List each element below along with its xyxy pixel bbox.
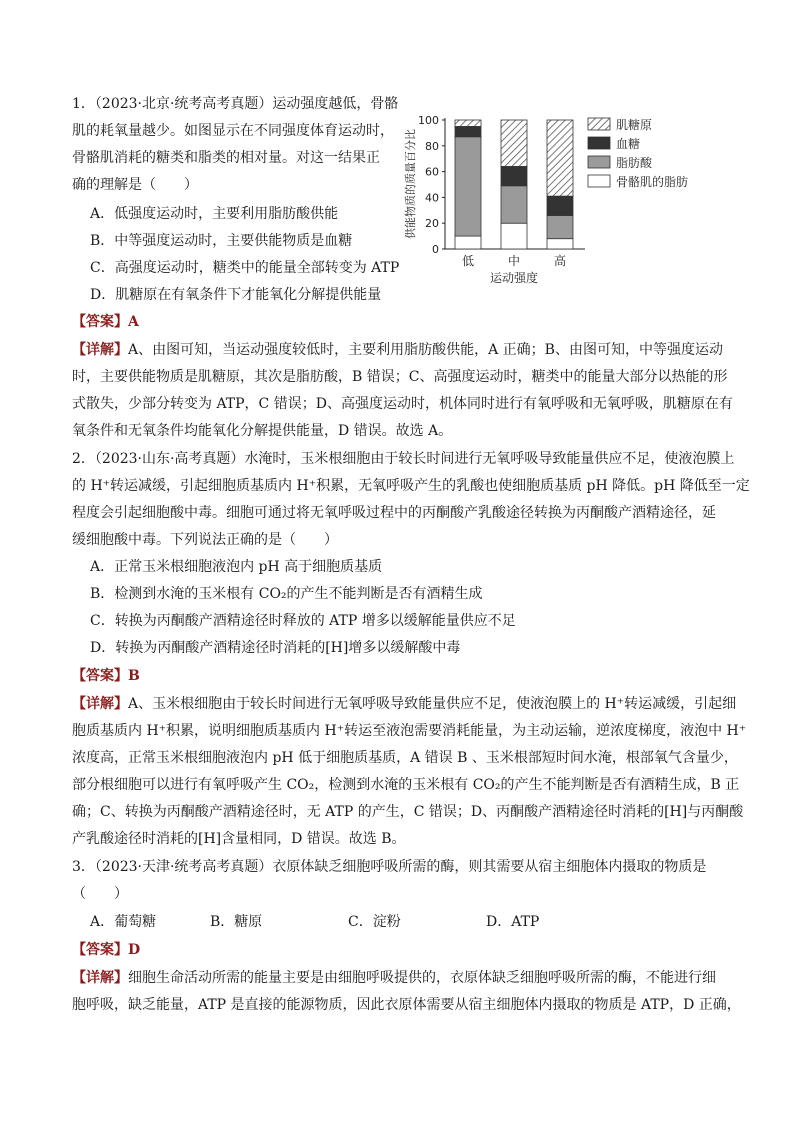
bar-segment (501, 186, 527, 223)
q2-detail-line: 胞质基质内 H⁺积累，说明细胞质基质内 H⁺转运至液泡需要消耗能量，为主动运输，逆浓度梯度，液泡中 H⁺ (72, 723, 747, 739)
bar-segment (455, 120, 481, 126)
answer-label: 【答案】 (72, 314, 128, 330)
bar-segment (547, 215, 573, 238)
q2-detail-line: 确；C、转换为丙酮酸产酒精途径时，无 ATP 的产生，C 错误；D、丙酮酸产酒精途径时消耗的[H]与丙酮酸 (72, 804, 744, 820)
bar-segment (547, 196, 573, 215)
answer-value: B (128, 668, 140, 684)
legend-swatch (588, 137, 610, 149)
answer-value: D (128, 942, 141, 958)
q3-stem-line: 3．（2023·天津·统考高考真题）衣原体缺乏细胞呼吸所需的酶，则其需要从宿主细胞体内摄取的物质是 (72, 859, 707, 875)
q3-detail-line (72, 968, 716, 988)
bar-segment (501, 120, 527, 166)
x-tick-label: 低 (461, 254, 475, 268)
q3-stem-line: （ ） (72, 886, 128, 902)
q1-detail-line: 式散失，少部分转变为 ATP，C 错误；D、高强度运动时，机体同时进行有氧呼吸和无氧呼吸，肌糖原在有 (72, 396, 733, 412)
q2-option-a: A．正常玉米根细胞液泡内 pH 高于细胞质基质 (90, 559, 383, 575)
y-axis-label: 供能物质的质量百分比 (404, 129, 417, 239)
q1-detail-line: 时，主要供能物质是肌糖原，其次是脂肪酸，B 错误；C、高强度运动时，糖类中的能量大部分以热能的形 (72, 369, 728, 385)
q1-chart (400, 108, 730, 288)
q1-stem-line: 骨骼肌消耗的糖类和脂类的相对量。对这一结果正 (72, 150, 380, 166)
detail-text: 细胞生命活动所需的能量主要是由细胞呼吸提供的，衣原体缺乏细胞呼吸所需的酶，不能进行细 (128, 970, 716, 986)
detail-label: 【详解】 (72, 342, 128, 358)
q1-stem-line: 1．（2023·北京·统考高考真题）运动强度越低，骨骼 (72, 96, 399, 112)
q2-detail-line: 产乳酸途径时消耗的[H]含量相同，D 错误。故选 B。 (72, 831, 406, 847)
y-tick-label: 40 (425, 191, 439, 205)
bar-segment (501, 166, 527, 185)
q3-option-a: A．葡萄糖 (90, 914, 157, 930)
q1-detail-line (72, 340, 723, 360)
q1-option-a: A．低强度运动时，主要利用脂肪酸供能 (90, 206, 339, 222)
q2-option-d: D．转换为丙酮酸产酒精途径时消耗的[H]增多以缓解酸中毒 (90, 640, 461, 656)
q1-stem-line: 确的理解是（ ） (72, 177, 198, 193)
bar-segment (455, 126, 481, 136)
legend-swatch (588, 175, 610, 187)
bar-segment (547, 239, 573, 249)
q2-answer (72, 666, 140, 686)
q1-option-d: D．肌糖原在有氧条件下才能氧化分解提供能量 (90, 287, 382, 303)
q1-option-c: C．高强度运动时，糖类中的能量全部转变为 ATP (90, 260, 400, 276)
x-tick-label: 高 (553, 254, 567, 268)
q3-option-b: B．糖原 (210, 914, 263, 930)
detail-text: A、由图可知，当运动强度较低时，主要利用脂肪酸供能，A 正确；B、由图可知，中等强度运动 (128, 342, 723, 358)
x-axis-label: 运动强度 (489, 271, 539, 285)
legend-label: 骨骼肌的脂肪 (616, 175, 689, 189)
q2-detail-line (72, 694, 736, 714)
q2-detail-line: 部分根细胞可以进行有氧呼吸产生 CO₂，检测到水淹的玉米根有 CO₂的产生不能判断是否有酒精生成，B 正 (72, 777, 740, 793)
y-tick-label: 0 (432, 243, 439, 256)
q2-stem-line: 缓细胞酸中毒。下列说法正确的是（ ） (72, 532, 338, 548)
y-tick-label: 20 (425, 217, 439, 231)
detail-label: 【详解】 (72, 696, 128, 712)
q2-stem-line: 程度会引起细胞酸中毒。细胞可通过将无氧呼吸过程中的丙酮酸产乳酸途径转换为丙酮酸产酒精途径，延 (72, 505, 716, 521)
detail-label: 【详解】 (72, 970, 128, 986)
q1-stem-line: 肌的耗氧量越少。如图显示在不同强度体育运动时， (72, 123, 394, 139)
bar-segment (547, 120, 573, 196)
q2-stem-line: 的 H⁺转运减缓，引起细胞质基质内 H⁺积累，无氧呼吸产生的乳酸也使细胞质基质 pH 降低。pH 降低至一定 (72, 478, 750, 494)
x-tick-label: 中 (507, 254, 521, 268)
bar-segment (501, 223, 527, 249)
q3-option-c: C．淀粉 (348, 914, 401, 930)
bar-segment (455, 137, 481, 236)
answer-label: 【答案】 (72, 668, 128, 684)
q3-detail-line: 胞呼吸，缺乏能量，ATP 是直接的能源物质，因此衣原体需要从宿主细胞体内摄取的物质是 ATP，D 正确， (72, 997, 741, 1013)
legend-swatch (588, 118, 610, 130)
q3-answer (72, 940, 140, 960)
q2-stem-line: 2．（2023·山东·高考真题）水淹时，玉米根细胞由于较长时间进行无氧呼吸导致能量供应不足，使液泡膜上 (72, 451, 735, 467)
q1-option-b: B．中等强度运动时，主要供能物质是血糖 (90, 233, 353, 249)
q2-option-c: C．转换为丙酮酸产酒精途径时释放的 ATP 增多以缓解能量供应不足 (90, 613, 516, 629)
q2-option-b: B．检测到水淹的玉米根有 CO₂的产生不能判断是否有酒精生成 (90, 586, 483, 602)
legend-label: 血糖 (616, 137, 641, 151)
answer-value: A (128, 314, 139, 330)
detail-text: A、玉米根细胞由于较长时间进行无氧呼吸导致能量供应不足，使液泡膜上的 H⁺转运减缓，引起细 (128, 696, 737, 712)
q2-detail-line: 浓度高，正常玉米根细胞液泡内 pH 低于细胞质基质，A 错误 B 、玉米根部短时间水淹，根部氧气含量少， (72, 750, 738, 766)
q1-answer (72, 312, 139, 332)
q3-option-d: D．ATP (486, 914, 540, 930)
y-tick-label: 80 (425, 139, 439, 153)
legend-label: 肌糖原 (616, 118, 653, 132)
y-tick-label: 60 (425, 165, 439, 179)
bar-segment (455, 236, 481, 249)
legend-label: 脂肪酸 (616, 156, 653, 170)
y-tick-label: 100 (418, 114, 439, 127)
q1-detail-line: 氧条件和无氧条件均能氧化分解提供能量，D 错误。故选 A。 (72, 423, 453, 439)
answer-label: 【答案】 (72, 942, 128, 958)
legend-swatch (588, 156, 610, 168)
